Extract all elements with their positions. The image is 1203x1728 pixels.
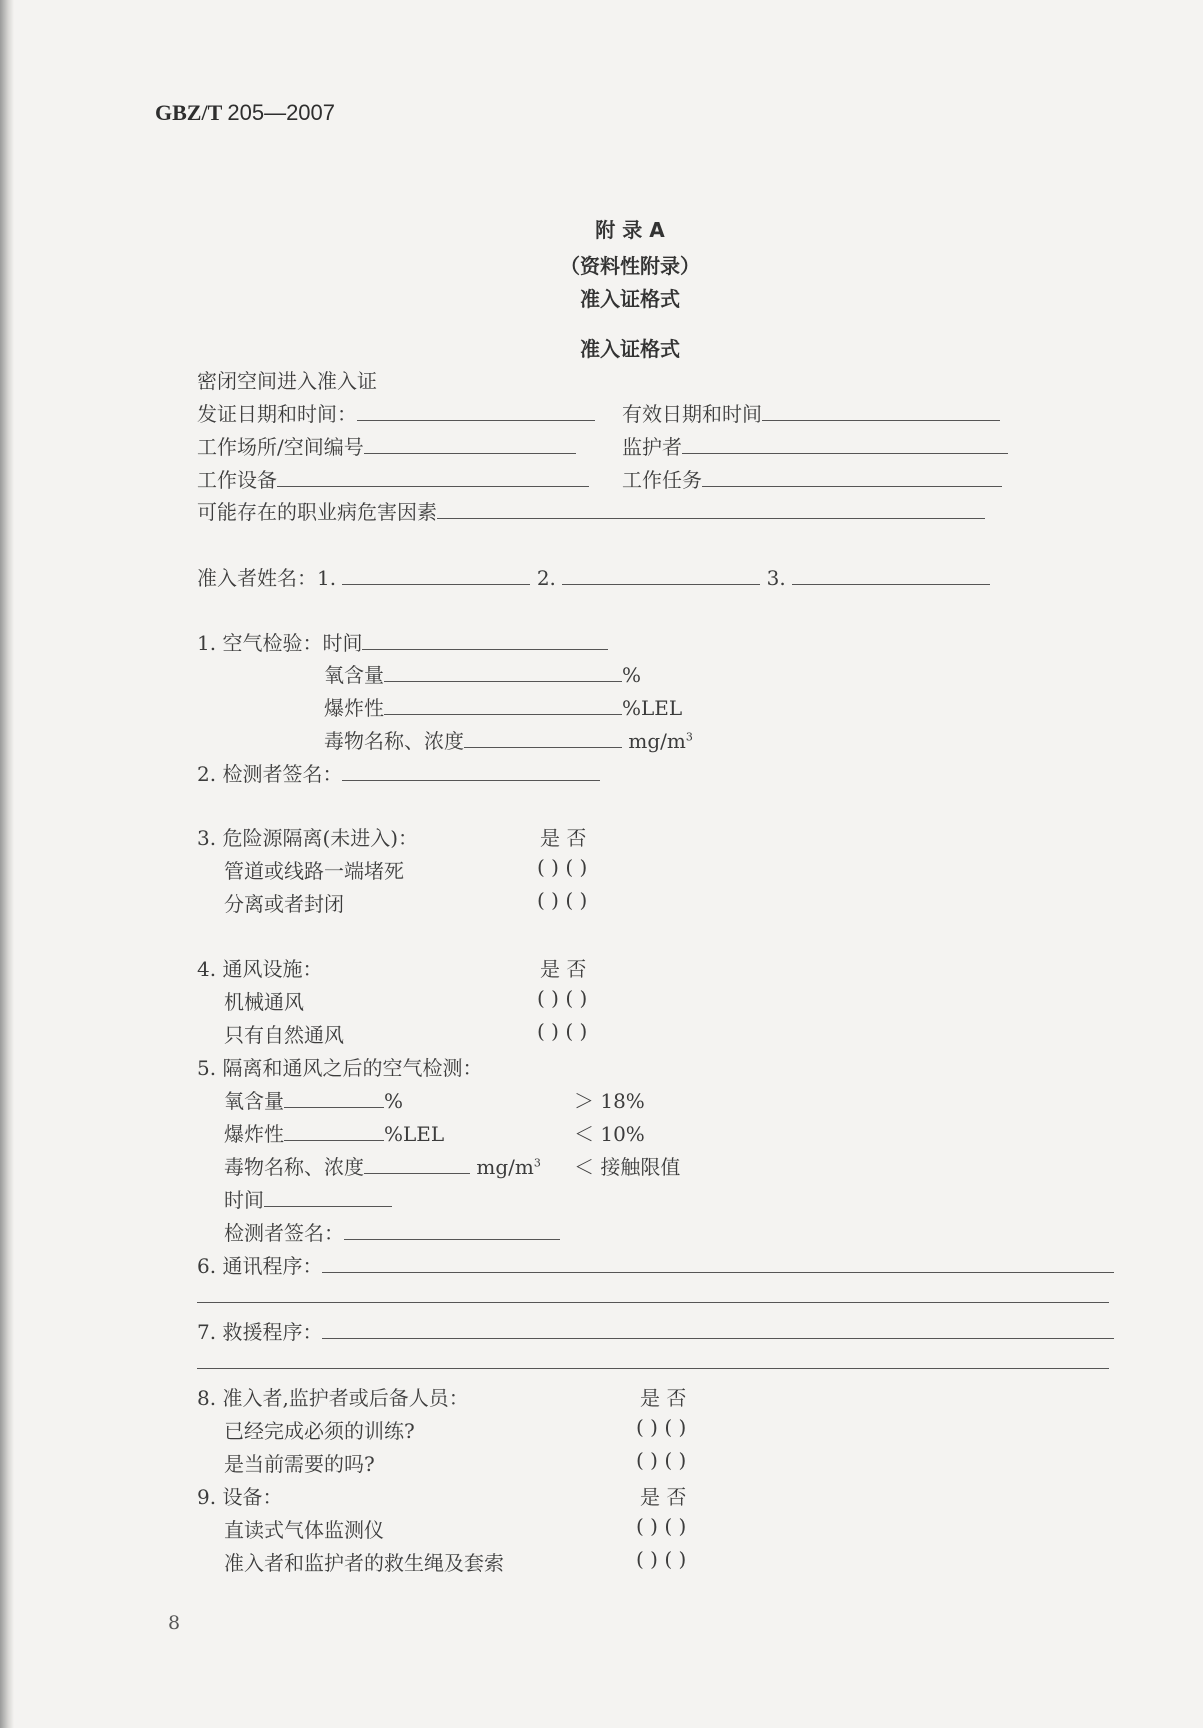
appendix-subtitle: （资料性附录） xyxy=(560,254,700,278)
after-tester-row xyxy=(224,1217,560,1246)
explosive-compare: ＜ 10% xyxy=(574,1122,645,1146)
appendix-title: 附 录 A xyxy=(595,218,665,242)
after-tester-field[interactable] xyxy=(344,1221,560,1240)
trained-label: 已经完成必须的训练? xyxy=(224,1419,415,1443)
after-explosive-field[interactable] xyxy=(284,1122,384,1141)
rescue-label: 7. 救援程序： xyxy=(197,1320,323,1344)
permit-name: 密闭空间进入准入证 xyxy=(197,369,377,393)
after-oxygen-row xyxy=(224,1085,403,1114)
after-toxic-unit-exp: 3 xyxy=(533,1156,541,1170)
air-test-time-field[interactable] xyxy=(362,631,608,650)
toxic-unit-exp: 3 xyxy=(685,730,693,744)
after-explosive-label: 爆炸性 xyxy=(224,1122,284,1146)
after-oxygen-field[interactable] xyxy=(284,1089,384,1108)
after-time-field[interactable] xyxy=(264,1188,392,1207)
after-oxygen-label: 氧含量 xyxy=(224,1089,284,1113)
standard-prefix: GBZ/T xyxy=(155,100,222,125)
gas-monitor-checks[interactable]: ( ) ( ) xyxy=(636,1514,687,1538)
toxic-unit-text: mg/m xyxy=(628,729,686,753)
valid-datetime-row xyxy=(622,398,1000,427)
rescue-field[interactable] xyxy=(322,1320,1114,1339)
issue-datetime-label: 发证日期和时间： xyxy=(197,402,357,426)
after-toxic-unit xyxy=(476,1155,540,1179)
after-test-label: 5. 隔离和通风之后的空气检测： xyxy=(197,1056,483,1080)
supervisor-row xyxy=(622,431,1008,460)
tester-row xyxy=(197,758,600,787)
devices-yes-no: 是 否 xyxy=(640,1485,687,1509)
separate-label: 分离或者封闭 xyxy=(224,892,344,916)
valid-datetime-field[interactable] xyxy=(762,402,1000,421)
pipe-block-checks[interactable]: ( ) ( ) xyxy=(537,855,588,879)
hazards-field[interactable] xyxy=(437,500,985,519)
supervisor-label: 监护者 xyxy=(622,435,682,459)
comm-label: 6. 通讯程序： xyxy=(197,1254,323,1278)
comm-extra-line[interactable] xyxy=(197,1302,1109,1303)
isolation-yes-no: 是 否 xyxy=(540,826,587,850)
comm-field[interactable] xyxy=(322,1254,1114,1273)
rescue-row xyxy=(197,1316,1114,1345)
explosive-unit: %LEL xyxy=(622,696,683,720)
equipment-row xyxy=(197,464,589,493)
ventilation-yes-no: 是 否 xyxy=(540,957,587,981)
supervisor-field[interactable] xyxy=(682,435,1008,454)
after-time-label: 时间 xyxy=(224,1188,264,1212)
persons-label: 8. 准入者,监护者或后备人员： xyxy=(197,1386,469,1410)
toxic-unit xyxy=(628,729,692,753)
rescue-extra-line[interactable] xyxy=(197,1368,1109,1369)
ventilation-label: 4. 通风设施： xyxy=(197,957,323,981)
oxygen-compare: ＞ 18% xyxy=(574,1089,645,1113)
after-oxygen-unit: % xyxy=(384,1089,404,1113)
hazards-label: 可能存在的职业病危害因素 xyxy=(197,500,437,524)
lifeline-checks[interactable]: ( ) ( ) xyxy=(636,1547,687,1571)
trained-checks[interactable]: ( ) ( ) xyxy=(636,1415,687,1439)
workplace-field[interactable] xyxy=(364,435,576,454)
isolation-label: 3. 危险源隔离(未进入)： xyxy=(197,826,419,850)
task-row xyxy=(622,464,1002,493)
entrant-2-label: 2. xyxy=(536,566,556,590)
entrant-2-field[interactable] xyxy=(562,566,760,585)
oxygen-unit: % xyxy=(622,663,642,687)
mechanical-checks[interactable]: ( ) ( ) xyxy=(537,986,588,1010)
standard-number: 205—2007 xyxy=(227,100,336,125)
hazards-row xyxy=(197,496,985,525)
entrant-3-field[interactable] xyxy=(792,566,990,585)
after-time-row xyxy=(224,1184,392,1213)
toxic-field[interactable] xyxy=(464,729,622,748)
after-explosive-row xyxy=(224,1118,444,1147)
after-toxic-row xyxy=(224,1151,541,1180)
oxygen-row xyxy=(324,659,641,688)
issue-datetime-row xyxy=(197,398,595,427)
after-tester-label: 检测者签名： xyxy=(224,1221,344,1245)
form-title: 准入证格式 xyxy=(580,337,680,361)
explosive-label: 爆炸性 xyxy=(324,696,384,720)
oxygen-label: 氧含量 xyxy=(324,663,384,687)
issue-datetime-field[interactable] xyxy=(357,402,595,421)
toxic-row xyxy=(324,725,693,754)
entrants-row xyxy=(197,562,990,591)
tester-field[interactable] xyxy=(342,762,600,781)
oxygen-field[interactable] xyxy=(384,663,622,682)
pipe-block-label: 管道或线路一端堵死 xyxy=(224,859,404,883)
needed-label: 是当前需要的吗? xyxy=(224,1452,375,1476)
gas-monitor-label: 直读式气体监测仪 xyxy=(224,1518,384,1542)
entrants-label: 准入者姓名：1. xyxy=(197,566,337,590)
needed-checks[interactable]: ( ) ( ) xyxy=(636,1448,687,1472)
workplace-row xyxy=(197,431,576,460)
persons-yes-no: 是 否 xyxy=(640,1386,687,1410)
after-toxic-field[interactable] xyxy=(364,1155,470,1174)
air-test-row xyxy=(197,627,608,656)
lifeline-label: 准入者和监护者的救生绳及套索 xyxy=(224,1551,504,1575)
explosive-row xyxy=(324,692,682,721)
appendix-heading: 准入证格式 xyxy=(580,287,680,311)
task-field[interactable] xyxy=(702,468,1002,487)
entrant-3-label: 3. xyxy=(766,566,786,590)
tester-label: 2. 检测者签名： xyxy=(197,762,343,786)
separate-checks[interactable]: ( ) ( ) xyxy=(537,888,588,912)
air-test-label: 1. 空气检验：时间 xyxy=(197,631,363,655)
natural-label: 只有自然通风 xyxy=(224,1023,344,1047)
workplace-label: 工作场所/空间编号 xyxy=(197,435,364,459)
explosive-field[interactable] xyxy=(384,696,622,715)
mechanical-label: 机械通风 xyxy=(224,990,304,1014)
after-toxic-label: 毒物名称、浓度 xyxy=(224,1155,364,1179)
comm-row xyxy=(197,1250,1114,1279)
page-number: 8 xyxy=(168,1612,181,1634)
after-explosive-unit: %LEL xyxy=(384,1122,445,1146)
valid-datetime-label: 有效日期和时间 xyxy=(622,402,762,426)
devices-label: 9. 设备： xyxy=(197,1485,283,1509)
toxic-compare: ＜ 接触限值 xyxy=(574,1155,681,1179)
entrant-1-field[interactable] xyxy=(342,566,530,585)
after-toxic-unit-text: mg/m xyxy=(476,1155,534,1179)
standard-code xyxy=(155,100,335,126)
task-label: 工作任务 xyxy=(622,468,702,492)
equipment-field[interactable] xyxy=(277,468,589,487)
natural-checks[interactable]: ( ) ( ) xyxy=(537,1019,588,1043)
equipment-label: 工作设备 xyxy=(197,468,277,492)
toxic-label: 毒物名称、浓度 xyxy=(324,729,464,753)
